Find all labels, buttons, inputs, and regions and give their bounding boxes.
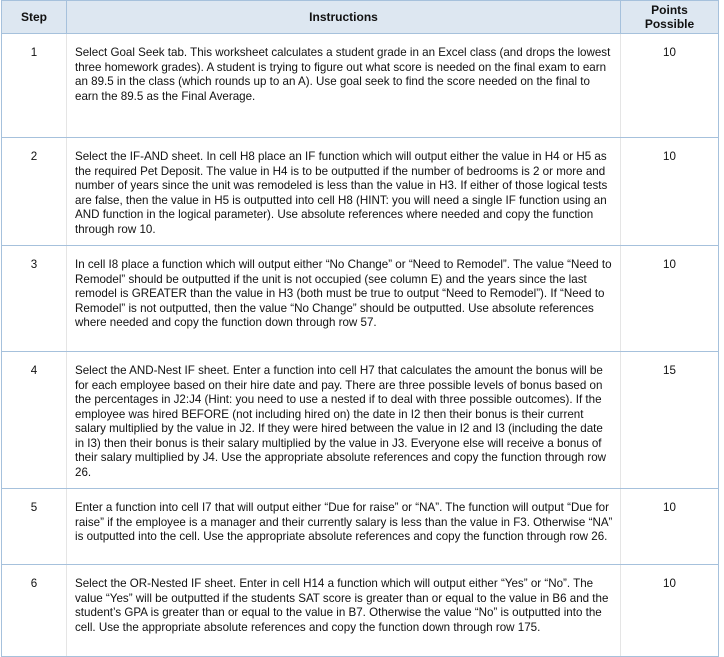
instruction-text: Select the OR-Nested IF sheet. Enter in cell H14 a function which will output either “Yes” or “No”. The value “Yes” will be outputted if the students SAT score is greater than or equal to the value in B6 and the student’s GPA is greater than or equal to the value in B7. Otherwise the value “No” is outputted into the cell. Use the appropriate absolute references and copy the function down through row 175. (67, 565, 621, 657)
table-row (2, 246, 719, 352)
table-row (2, 138, 719, 246)
step-number: 4 (2, 352, 67, 489)
instruction-text: Select the IF-AND sheet. In cell H8 place an IF function which will output either the value in H4 or H5 as the required Pet Deposit. The value in H4 is to be outputted if the number of bedrooms is 2 or more and number of years since the unit was remodeled is less than the value in H3. If either of those logical tests are false, then the value in H5 is outputted into cell H8 (HINT: you will need a single IF function using an AND function in the logical parameter). Use absolute references where needed and copy the function through row 10. (67, 138, 621, 246)
header-row (2, 1, 719, 34)
instruction-text: Enter a function into cell I7 that will output either “Due for raise” or “NA”. The function will output “Due for raise” if the employee is a manager and their currently salary is less than the value in F3. Otherwise “NA” is outputted into the cell. Use the appropriate absolute references and copy the function through row 26. (67, 489, 621, 565)
step-number: 3 (2, 246, 67, 352)
step-column-header: Step (2, 1, 67, 34)
points-value: 10 (621, 34, 719, 138)
instruction-text: In cell I8 place a function which will output either “No Change” or “Need to Remodel”. The value “Need to Remodel” should be outputted if the unit is not occupied (see column E) and the years since the last remodel is GREATER than the value in H3 (both must be true to output “Need to Remodel”). If “Need to Remodel” is not outputted, then the value “No Change” should be outputted. Use absolute references where needed and copy the function down through row 57. (67, 246, 621, 352)
points-value: 10 (621, 489, 719, 565)
instruction-text: Select Goal Seek tab. This worksheet calculates a student grade in an Excel class (and drops the lowest three homework grades). A student is trying to figure out what score is needed on the final exam to earn an 89.5 in the class (which rounds up to an A). Use goal seek to find the score needed on the final to earn the 89.5 as the Final Average. (67, 34, 621, 138)
step-number: 2 (2, 138, 67, 246)
points-value: 10 (621, 565, 719, 657)
table-row (2, 352, 719, 489)
instruction-text: Select the AND-Nest IF sheet. Enter a function into cell H7 that calculates the amount the bonus will be for each employee based on their hire date and pay. There are three possible levels of bonus based on the percentages in J2:J4 (Hint: you need to use a nested if to deal with three possible outcomes). If the employee was hired BEFORE (not including hired on) the date in I2 then their bonus is their current salary multiplied by the value in J2. If they were hired between the value in I2 and I3 (including the date in I3) then their bonus is their salary multiplied by the value in J3. Everyone else will receive a bonus of their salary multiplied by J4. Use the appropriate absolute references and copy the function through row 26. (67, 352, 621, 489)
points-header-line2: Possible (644, 17, 695, 31)
table-row (2, 489, 719, 565)
step-number: 1 (2, 34, 67, 138)
points-value: 10 (621, 246, 719, 352)
points-column-header (621, 1, 719, 34)
points-value: 10 (621, 138, 719, 246)
instructions-table (1, 0, 719, 657)
table-row (2, 565, 719, 657)
step-number: 6 (2, 565, 67, 657)
step-number: 5 (2, 489, 67, 565)
points-header-line1: Points (651, 3, 688, 17)
instructions-column-header: Instructions (67, 1, 621, 34)
points-value: 15 (621, 352, 719, 489)
table-row (2, 34, 719, 138)
